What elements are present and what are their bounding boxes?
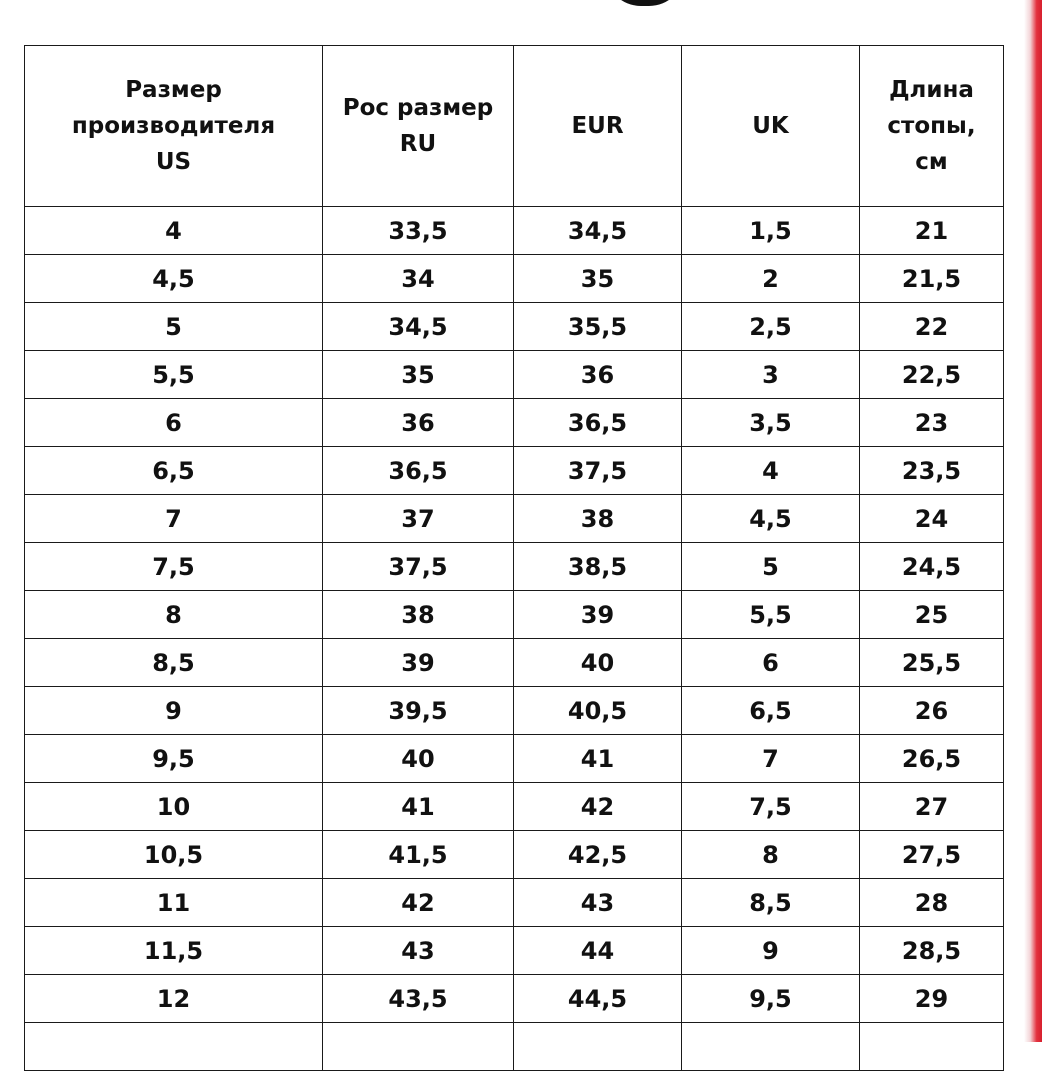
ru-size-cell: 41,5 xyxy=(323,831,514,879)
header-ru-size: Рос размер RU xyxy=(323,46,514,207)
ru-size-cell: 37,5 xyxy=(323,543,514,591)
eur-size-cell: 38 xyxy=(514,495,682,543)
us-size-cell: 11 xyxy=(25,879,323,927)
uk-size-cell: 3 xyxy=(682,351,860,399)
eur-size-cell: 34,5 xyxy=(514,207,682,255)
foot-length-cell: 21 xyxy=(860,207,1004,255)
us-size-cell: 9,5 xyxy=(25,735,323,783)
header-us-size: Размер производителя US xyxy=(25,46,323,207)
us-size-cell: 6,5 xyxy=(25,447,323,495)
ru-size-cell: 40 xyxy=(323,735,514,783)
us-size-cell: 5,5 xyxy=(25,351,323,399)
table-row xyxy=(25,351,1004,399)
uk-size-cell: 4,5 xyxy=(682,495,860,543)
us-size-cell: 9 xyxy=(25,687,323,735)
foot-length-cell: 27 xyxy=(860,783,1004,831)
foot-length-cell: 22 xyxy=(860,303,1004,351)
eur-size-cell: 44 xyxy=(514,927,682,975)
table-row-partial xyxy=(25,1023,1004,1071)
ru-size-cell: 36 xyxy=(323,399,514,447)
ru-size-cell: 38 xyxy=(323,591,514,639)
ru-size-cell: 34,5 xyxy=(323,303,514,351)
us-size-cell: 10 xyxy=(25,783,323,831)
table-row xyxy=(25,303,1004,351)
ru-size-cell: 42 xyxy=(323,879,514,927)
table-row xyxy=(25,927,1004,975)
eur-size-cell: 44,5 xyxy=(514,975,682,1023)
table-row xyxy=(25,255,1004,303)
table-row xyxy=(25,831,1004,879)
table-row xyxy=(25,495,1004,543)
uk-size-cell: 7,5 xyxy=(682,783,860,831)
foot-length-cell: 29 xyxy=(860,975,1004,1023)
foot-length-cell: 25 xyxy=(860,591,1004,639)
us-size-cell: 7,5 xyxy=(25,543,323,591)
table-header-row xyxy=(25,46,1004,207)
uk-size-cell: 9 xyxy=(682,927,860,975)
table-body xyxy=(25,207,1004,1071)
table-row xyxy=(25,687,1004,735)
ru-size-cell: 43,5 xyxy=(323,975,514,1023)
table-row xyxy=(25,543,1004,591)
eur-size-cell: 41 xyxy=(514,735,682,783)
eur-size-cell: 35 xyxy=(514,255,682,303)
red-edge-stripe xyxy=(1024,0,1042,1042)
uk-size-cell: 9,5 xyxy=(682,975,860,1023)
foot-length-cell: 24,5 xyxy=(860,543,1004,591)
ru-size-cell: 43 xyxy=(323,927,514,975)
eur-size-cell: 36 xyxy=(514,351,682,399)
ru-size-cell: 41 xyxy=(323,783,514,831)
empty-cell xyxy=(682,1023,860,1071)
ru-size-cell: 39,5 xyxy=(323,687,514,735)
table-row xyxy=(25,975,1004,1023)
header-eur-size: EUR xyxy=(514,46,682,207)
us-size-cell: 11,5 xyxy=(25,927,323,975)
us-size-cell: 4 xyxy=(25,207,323,255)
ru-size-cell: 33,5 xyxy=(323,207,514,255)
uk-size-cell: 2,5 xyxy=(682,303,860,351)
uk-size-cell: 8,5 xyxy=(682,879,860,927)
uk-size-cell: 6,5 xyxy=(682,687,860,735)
table-row xyxy=(25,735,1004,783)
uk-size-cell: 2 xyxy=(682,255,860,303)
table-row xyxy=(25,879,1004,927)
foot-length-cell: 23 xyxy=(860,399,1004,447)
foot-length-cell: 28 xyxy=(860,879,1004,927)
foot-length-cell: 25,5 xyxy=(860,639,1004,687)
us-size-cell: 8,5 xyxy=(25,639,323,687)
foot-length-cell: 28,5 xyxy=(860,927,1004,975)
eur-size-cell: 42 xyxy=(514,783,682,831)
empty-cell xyxy=(860,1023,1004,1071)
us-size-cell: 5 xyxy=(25,303,323,351)
foot-length-cell: 21,5 xyxy=(860,255,1004,303)
ru-size-cell: 35 xyxy=(323,351,514,399)
ru-size-cell: 39 xyxy=(323,639,514,687)
us-size-cell: 7 xyxy=(25,495,323,543)
empty-cell xyxy=(514,1023,682,1071)
ru-size-cell: 34 xyxy=(323,255,514,303)
eur-size-cell: 37,5 xyxy=(514,447,682,495)
foot-length-cell: 22,5 xyxy=(860,351,1004,399)
table-row xyxy=(25,783,1004,831)
uk-size-cell: 5,5 xyxy=(682,591,860,639)
uk-size-cell: 5 xyxy=(682,543,860,591)
eur-size-cell: 39 xyxy=(514,591,682,639)
foot-length-cell: 23,5 xyxy=(860,447,1004,495)
size-chart-table xyxy=(24,45,1004,1071)
table-row xyxy=(25,447,1004,495)
us-size-cell: 10,5 xyxy=(25,831,323,879)
uk-size-cell: 4 xyxy=(682,447,860,495)
empty-cell xyxy=(25,1023,323,1071)
table-row xyxy=(25,591,1004,639)
eur-size-cell: 43 xyxy=(514,879,682,927)
eur-size-cell: 38,5 xyxy=(514,543,682,591)
uk-size-cell: 6 xyxy=(682,639,860,687)
eur-size-cell: 36,5 xyxy=(514,399,682,447)
table-row xyxy=(25,207,1004,255)
ru-size-cell: 36,5 xyxy=(323,447,514,495)
eur-size-cell: 40,5 xyxy=(514,687,682,735)
foot-length-cell: 26,5 xyxy=(860,735,1004,783)
header-uk-size: UK xyxy=(682,46,860,207)
ru-size-cell: 37 xyxy=(323,495,514,543)
uk-size-cell: 3,5 xyxy=(682,399,860,447)
us-size-cell: 4,5 xyxy=(25,255,323,303)
table-row xyxy=(25,639,1004,687)
table-row xyxy=(25,399,1004,447)
empty-cell xyxy=(323,1023,514,1071)
us-size-cell: 8 xyxy=(25,591,323,639)
uk-size-cell: 1,5 xyxy=(682,207,860,255)
uk-size-cell: 8 xyxy=(682,831,860,879)
foot-length-cell: 24 xyxy=(860,495,1004,543)
uk-size-cell: 7 xyxy=(682,735,860,783)
foot-length-cell: 26 xyxy=(860,687,1004,735)
eur-size-cell: 35,5 xyxy=(514,303,682,351)
brand-logo-fragment xyxy=(605,0,685,6)
eur-size-cell: 40 xyxy=(514,639,682,687)
us-size-cell: 6 xyxy=(25,399,323,447)
foot-length-cell: 27,5 xyxy=(860,831,1004,879)
eur-size-cell: 42,5 xyxy=(514,831,682,879)
header-foot-length: Длина стопы, см xyxy=(860,46,1004,207)
us-size-cell: 12 xyxy=(25,975,323,1023)
